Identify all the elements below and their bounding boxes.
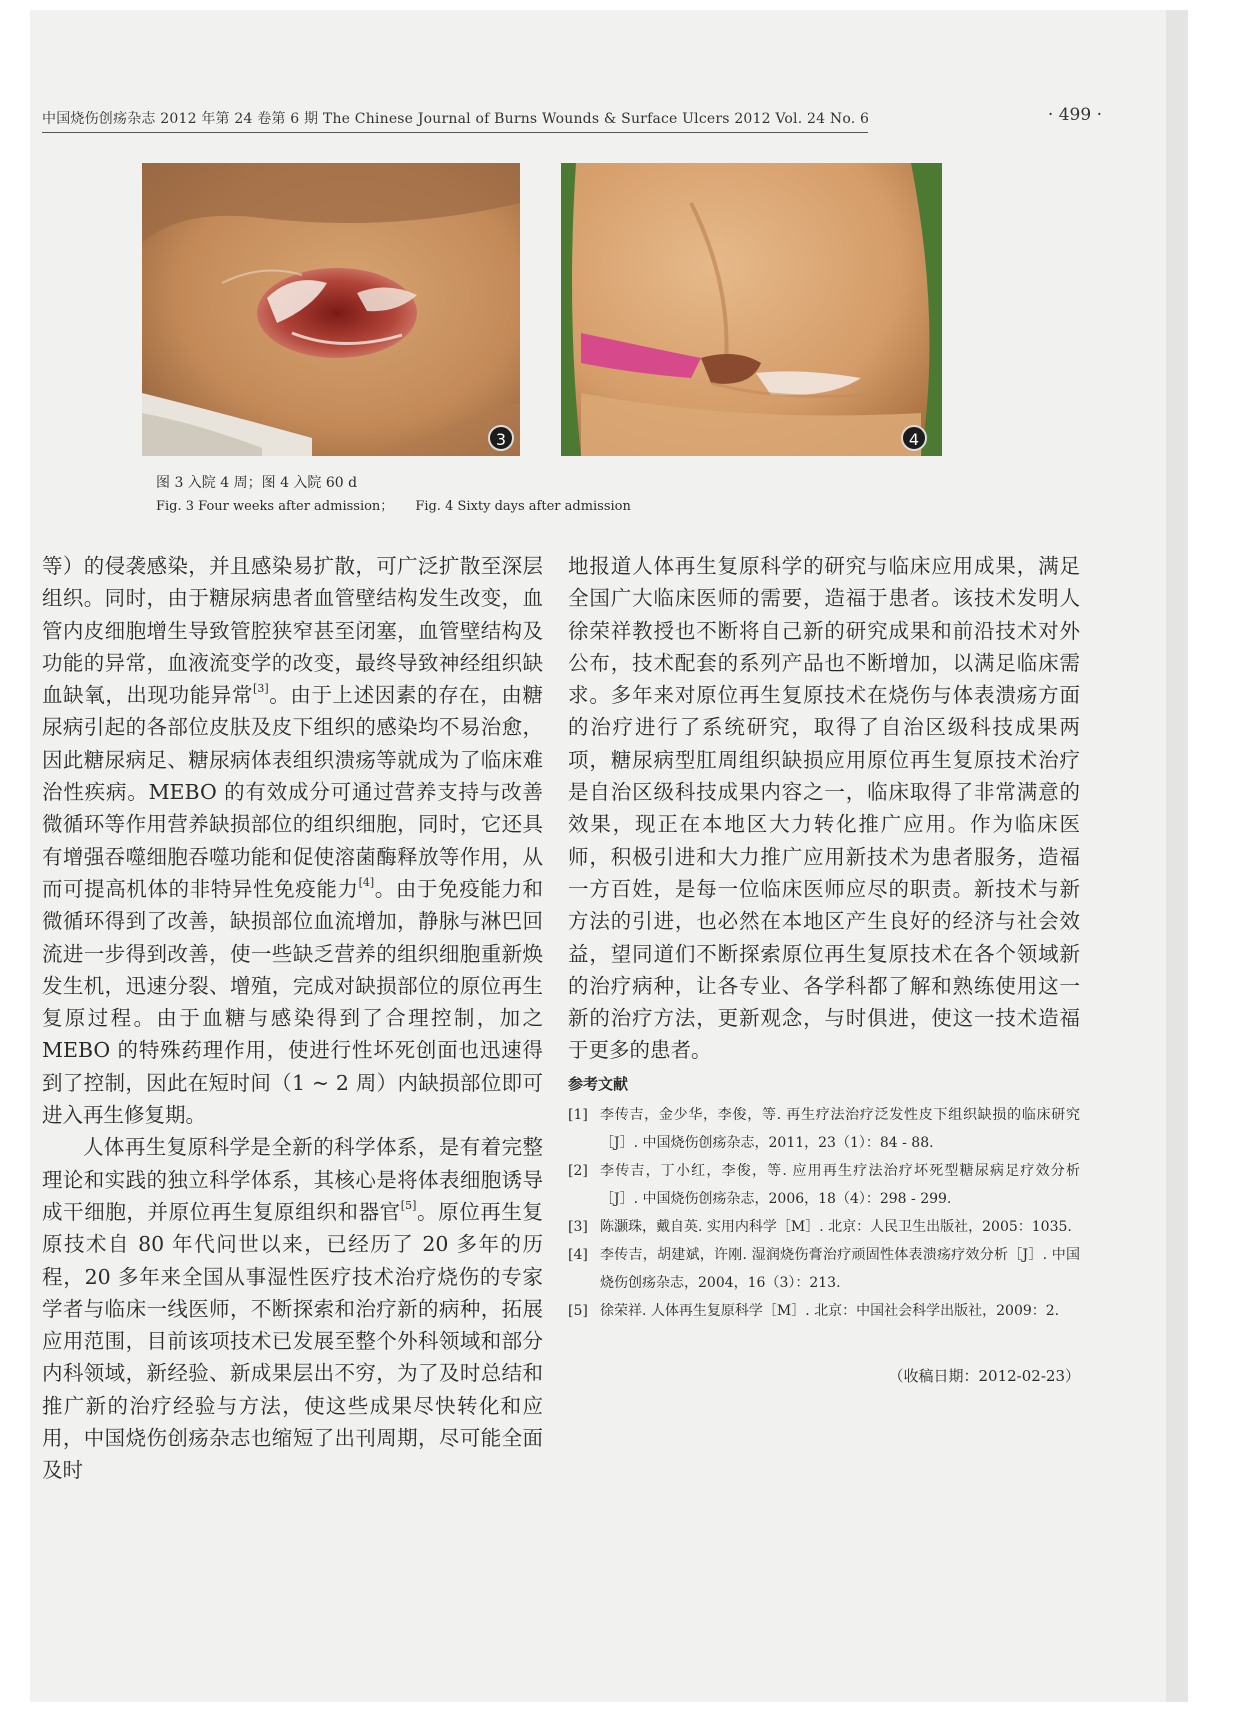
- reference-item: [568, 1213, 1080, 1241]
- body-text: 。由于免疫能力和微循环得到了改善，缺损部位血流增加，静脉与淋巴回流进一步得到改善，使一些缺乏营养的组织细胞重新焕发生机，迅速分裂、增殖，完成对缺损部位的原位再生复原过程。由于血糖与感染得到了合理控制，加之 MEBO 的特殊药理作用，使进行性坏死创面也迅速得到了控制，因此在短时间（1 ~ 2 周）内缺损部位即可进入再生修复期。: [42, 876, 544, 1128]
- figure-caption-zh: 图 3 入院 4 周；图 4 入院 60 d: [156, 475, 358, 491]
- figure-3-caption-en: Fig. 3 Four weeks after admission；: [156, 499, 394, 514]
- reference-text: 李传吉，丁小红，李俊，等. 应用再生疗法治疗坏死型糖尿病足疗效分析［J］. 中国烧伤创疡杂志，2006，18（4）：298 - 299.: [600, 1162, 1080, 1207]
- figure-3-photo: [142, 163, 520, 456]
- reference-item: [568, 1157, 1080, 1213]
- references-title: 参考文献: [568, 1074, 629, 1093]
- citation-marker: [5]: [400, 1198, 417, 1212]
- left-paragraph-2: [42, 1131, 543, 1486]
- received-date: （收稿日期：2012-02-23）: [888, 1366, 1080, 1385]
- figure-4-caption-en: Fig. 4 Sixty days after admission: [415, 499, 631, 514]
- reference-number: [4]: [568, 1246, 588, 1263]
- body-text: 等）的侵袭感染，并且感染易扩散，可广泛扩散至深层组织。同时，由于糖尿病患者血管壁结构发生改变，血管内皮细胞增生导致管腔狭窄甚至闭塞，血管壁结构及功能的异常，血液流变学的改变，最终导致神经组织缺血缺氧，出现功能异常: [42, 554, 543, 708]
- body-text: 人体再生复原科学是全新的科学体系，是有着完整理论和实践的独立科学体系，其核心是将体表细胞诱导成干细胞，并原位再生复原组织和器官: [42, 1135, 543, 1224]
- figure-caption-en: [156, 495, 631, 514]
- reference-item: [568, 1241, 1080, 1297]
- figure-3-badge: 3: [488, 425, 514, 451]
- citation-marker: [4]: [358, 875, 375, 889]
- figure-4-photo: [561, 163, 942, 456]
- body-text: 。原位再生复原技术自 80 年代问世以来，已经历了 20 多年的历程，20 多年来全国从事湿性医疗技术治疗烧伤的专家学者与临床一线医师，不断探索和治疗新的病种，拓展应用范围，目前该项技术已发展至整个外科领域和部分内科领域，新经验、新成果层出不穷，为了及时总结和推广新的治疗经验与方法，使这些成果尽快转化和应用，中国烧伤创疡杂志也缩短了出刊周期，尽可能全面及时: [42, 1199, 544, 1483]
- reference-text: 李传吉，金少华，李俊，等. 再生疗法治疗泛发性皮下组织缺损的临床研究［J］. 中国烧伤创疡杂志，2011，23（1）：84 - 88.: [600, 1106, 1080, 1151]
- figure-4-badge: 4: [901, 425, 927, 451]
- reference-list: [568, 1101, 1080, 1325]
- journal-citation: 中国烧伤创疡杂志 2012 年第 24 卷第 6 期 The Chinese Journal of Burns Wounds & Surface Ulcers 2012 Vol. 24 No. 6: [42, 111, 870, 127]
- reference-text: 徐荣祥. 人体再生复原科学［M］. 北京：中国社会科学出版社，2009：2.: [600, 1302, 1060, 1319]
- reference-item: [568, 1297, 1080, 1325]
- reference-item: [568, 1101, 1080, 1157]
- left-paragraph-1: [42, 550, 543, 1131]
- citation-marker: [3]: [253, 682, 269, 696]
- figure-4-image: [561, 163, 942, 456]
- body-text: 。由于上述因素的存在，由糖尿病引起的各部位皮肤及皮下组织的感染均不易治愈，因此糖尿病足、糖尿病体表组织溃疡等就成为了临床难治性疾病。MEBO 的有效成分可通过营养支持与改善微循环等作用营养缺损部位的组织细胞，同时，它还具有增强吞噬细胞吞噬功能和促使溶菌酶释放等作用，从而可提高机体的非特异性免疫能力: [42, 683, 543, 901]
- reference-number: [3]: [568, 1218, 588, 1235]
- header-rule: [42, 132, 868, 133]
- page-number: · 499 ·: [1047, 105, 1102, 125]
- right-paragraph-1: 地报道人体再生复原科学的研究与临床应用成果，满足全国广大临床医师的需要，造福于患者。该技术发明人徐荣祥教授也不断将自己新的研究成果和前沿技术对外公布，技术配套的系列产品也不断增加，以满足临床需求。多年来对原位再生复原技术在烧伤与体表溃疡方面的治疗进行了系统研究，取得了自治区级科技成果两项，糖尿病型肛周组织缺损应用原位再生复原技术治疗是自治区级科技成果内容之一，临床取得了非常满意的效果，现正在本地区大力转化推广应用。作为临床医师，积极引进和大力推广应用新技术为患者服务，造福一方百姓，是每一位临床医师应尽的职责。新技术与新方法的引进，也必然在本地区产生良好的经济与社会效益，望同道们不断探索原位再生复原技术在各个领域新的治疗病种，让各专业、各学科都了解和熟练使用这一新的治疗方法，更新观念，与时俱进，使这一技术造福于更多的患者。: [568, 554, 1080, 1063]
- page-edge-shadow: [1166, 10, 1188, 1702]
- reference-number: [2]: [568, 1162, 588, 1179]
- reference-number: [1]: [568, 1106, 588, 1123]
- figure-3-image: [142, 163, 520, 456]
- reference-text: 李传吉，胡建斌，许刚. 湿润烧伤膏治疗顽固性体表溃疡疗效分析［J］. 中国烧伤创疡杂志，2004，16（3）：213.: [600, 1246, 1080, 1291]
- reference-text: 陈灏珠，戴自英. 实用内科学［M］. 北京：人民卫生出版社，2005：1035.: [600, 1218, 1072, 1235]
- left-column: [42, 550, 543, 1487]
- reference-number: [5]: [568, 1302, 588, 1319]
- right-column: [568, 550, 1080, 1387]
